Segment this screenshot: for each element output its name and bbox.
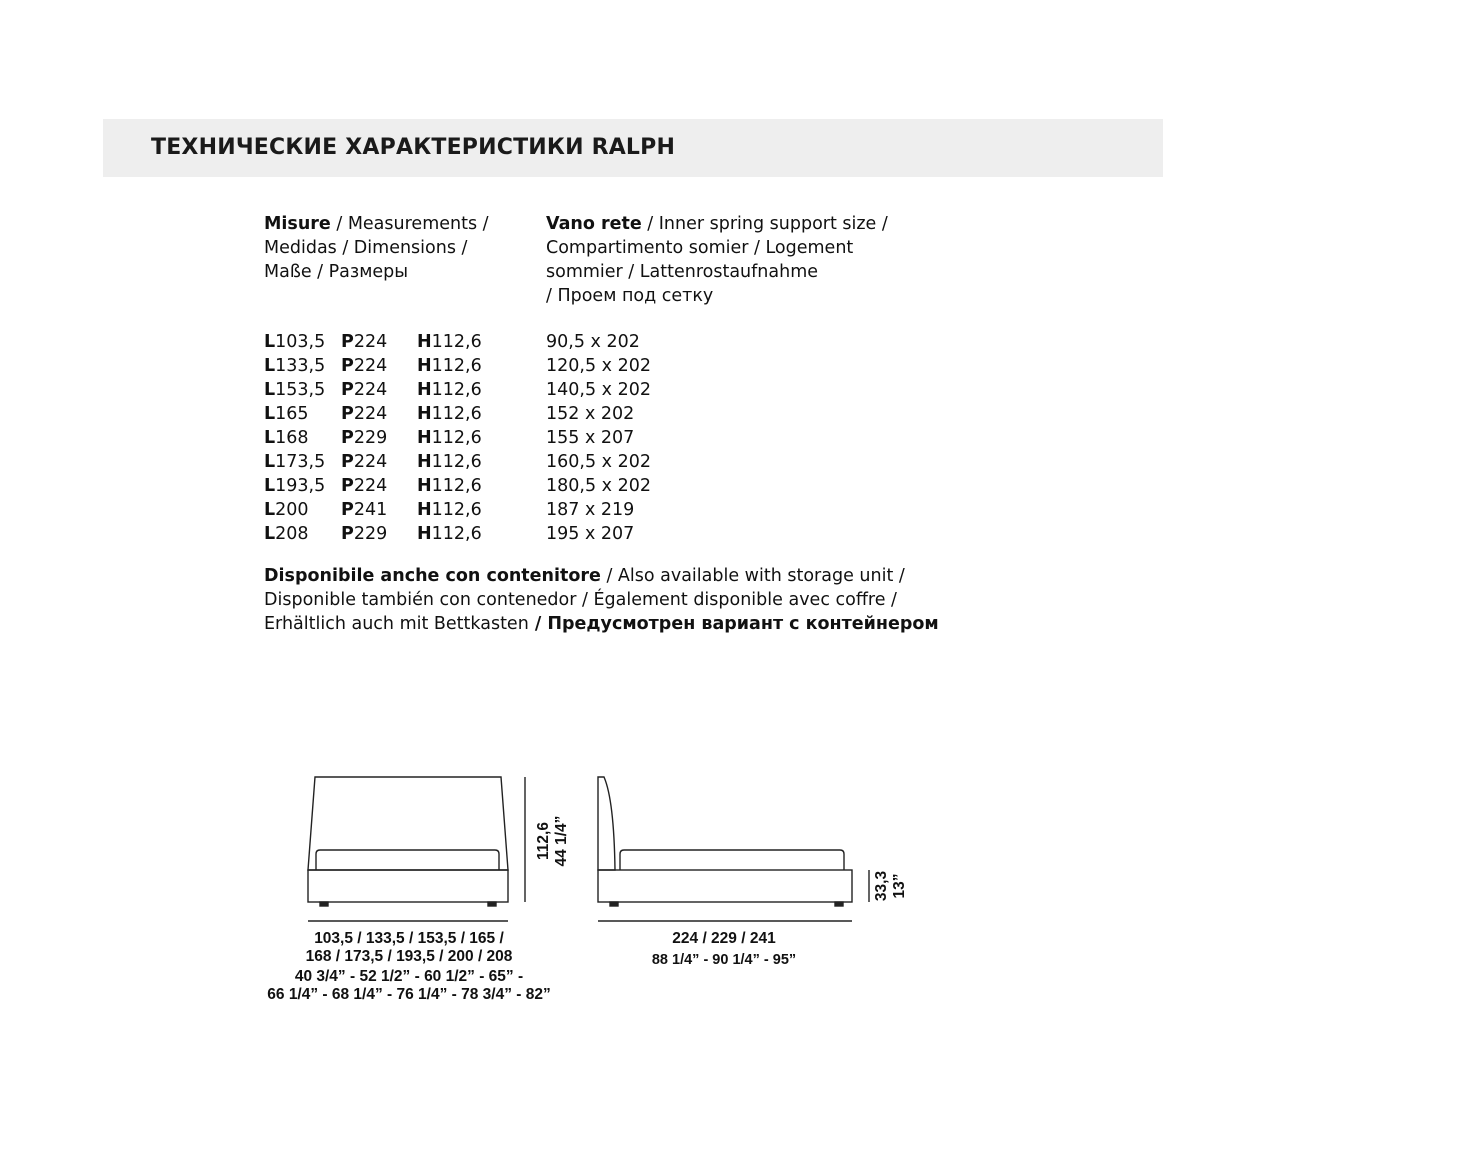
- front-foot-left: [320, 902, 328, 906]
- height-cell-value: 112,6: [431, 332, 482, 352]
- storage-bold: Disponibile anche con contenitore: [264, 566, 601, 586]
- spring-size-cell: 195 x 207: [546, 524, 635, 544]
- depth-cell-letter: P: [341, 524, 354, 544]
- length-cell-letter: L: [264, 476, 276, 496]
- spring-size-cell: 187 x 219: [546, 500, 635, 520]
- length-cell-value: 133,5: [275, 356, 326, 376]
- length-cell-value: 173,5: [275, 452, 326, 472]
- side-length-in: 88 1/4” - 90 1/4” - 95”: [651, 952, 797, 968]
- length-cell-letter: L: [264, 428, 276, 448]
- depth-cell-value: 224: [353, 476, 388, 496]
- length-cell-value: 193,5: [275, 476, 326, 496]
- length-cell-value: 165: [275, 404, 309, 424]
- measurements-header-line2: Medidas / Dimensions /: [264, 238, 468, 258]
- depth-cell-value: 229: [353, 428, 388, 448]
- front-base: [308, 870, 508, 902]
- length-cell-letter: L: [264, 452, 276, 472]
- side-length-cm: 224 / 229 / 241: [672, 930, 776, 947]
- side-view-drawing: [598, 777, 852, 906]
- front-foot-right: [488, 902, 496, 906]
- length-cell-letter: L: [264, 500, 276, 520]
- depth-cell-value: 224: [353, 404, 388, 424]
- depth-cell-value: 224: [353, 332, 388, 352]
- depth-cell-letter: P: [341, 332, 354, 352]
- spring-header-line2: Compartimento somier / Logement: [546, 238, 854, 258]
- length-cell-value: 200: [275, 500, 309, 520]
- length-cell-letter: L: [264, 404, 276, 424]
- depth-cell-value: 224: [353, 356, 388, 376]
- storage-line3-b: / Предусмотрен вариант с контейнером: [528, 614, 939, 634]
- side-foot-right: [835, 902, 843, 906]
- length-cell-letter: L: [264, 332, 276, 352]
- spring-header-line3: sommier / Lattenrostaufnahme: [546, 262, 819, 282]
- height-cell-value: 112,6: [431, 524, 482, 544]
- depth-cell-letter: P: [341, 404, 354, 424]
- depth-cell-letter: P: [341, 428, 354, 448]
- spring-size-cell: 120,5 x 202: [546, 356, 651, 376]
- depth-cell-letter: P: [341, 356, 354, 376]
- front-height-in: 44 1/4”: [553, 815, 570, 867]
- depth-cell-letter: P: [341, 476, 354, 496]
- depth-cell-letter: P: [341, 380, 354, 400]
- front-height-label: [535, 796, 571, 886]
- height-cell-letter: H: [417, 428, 432, 448]
- length-cell-value: 153,5: [275, 380, 326, 400]
- spring-size-cell: 140,5 x 202: [546, 380, 651, 400]
- height-cell-value: 112,6: [431, 404, 482, 424]
- side-headboard: [598, 777, 615, 870]
- side-base-height-label: [873, 861, 909, 911]
- front-width-cm-2: 168 / 173,5 / 193,5 / 200 / 208: [305, 948, 513, 965]
- front-view-drawing: [308, 777, 508, 906]
- front-width-in-2: 66 1/4” - 68 1/4” - 76 1/4” - 78 3/4” - 82”: [267, 986, 551, 1003]
- front-height-cm: 112,6: [535, 822, 552, 860]
- measurements-header-bold: Misure: [264, 214, 331, 234]
- front-width-in-1: 40 3/4” - 52 1/2” - 60 1/2” - 65” -: [294, 968, 524, 985]
- height-cell-value: 112,6: [431, 500, 482, 520]
- side-length-label: [596, 930, 852, 969]
- measurements-header-line3: Maße / Размеры: [264, 262, 409, 282]
- spring-size-cell: 160,5 x 202: [546, 452, 651, 472]
- depth-cell-letter: P: [341, 452, 354, 472]
- length-cell-value: 168: [275, 428, 309, 448]
- side-base-cm: 33,3: [873, 870, 890, 902]
- spring-size-cell: 90,5 x 202: [546, 332, 640, 352]
- front-width-label: [236, 930, 582, 966]
- height-cell-value: 112,6: [431, 476, 482, 496]
- spring-size-cell: 180,5 x 202: [546, 476, 651, 496]
- length-cell-letter: L: [264, 356, 276, 376]
- depth-cell-value: 224: [353, 452, 388, 472]
- height-cell-letter: H: [417, 524, 432, 544]
- front-mattress: [316, 850, 499, 870]
- height-cell-value: 112,6: [431, 452, 482, 472]
- height-cell-value: 112,6: [431, 428, 482, 448]
- length-cell-letter: L: [264, 380, 276, 400]
- measurements-header-line1-rest: / Measurements /: [330, 214, 489, 234]
- length-cell-value: 103,5: [275, 332, 326, 352]
- spring-size-cell: 152 x 202: [546, 404, 635, 424]
- height-cell-letter: H: [417, 356, 432, 376]
- height-cell-letter: H: [417, 500, 432, 520]
- front-width-in-label: [236, 968, 582, 1004]
- height-cell-value: 112,6: [431, 356, 482, 376]
- height-cell-letter: H: [417, 380, 432, 400]
- side-mattress: [620, 850, 844, 870]
- side-base: [598, 870, 852, 902]
- storage-line1-rest: / Also available with storage unit /: [600, 566, 905, 586]
- height-cell-letter: H: [417, 332, 432, 352]
- front-headboard: [308, 777, 508, 870]
- spring-header-line1-rest: / Inner spring support size /: [641, 214, 888, 234]
- side-foot-left: [610, 902, 618, 906]
- depth-cell-value: 241: [353, 500, 388, 520]
- spring-size-cell: 155 x 207: [546, 428, 635, 448]
- height-cell-letter: H: [417, 404, 432, 424]
- height-cell-value: 112,6: [431, 380, 482, 400]
- depth-cell-letter: P: [341, 500, 354, 520]
- spring-header-bold: Vano rete: [546, 214, 642, 234]
- storage-line2: Disponible también con contenedor / Également disponible avec coffre /: [264, 590, 897, 610]
- length-cell-value: 208: [275, 524, 309, 544]
- depth-cell-value: 224: [353, 380, 388, 400]
- height-cell-letter: H: [417, 452, 432, 472]
- spring-header-line4: / Проем под сетку: [546, 286, 714, 306]
- height-cell-letter: H: [417, 476, 432, 496]
- length-cell-letter: L: [264, 524, 276, 544]
- side-base-in: 13”: [891, 873, 908, 899]
- page-title: ТЕХНИЧЕСКИЕ ХАРАКТЕРИСТИКИ RALPH: [151, 135, 676, 160]
- depth-cell-value: 229: [353, 524, 388, 544]
- front-width-cm-1: 103,5 / 133,5 / 153,5 / 165 /: [314, 930, 504, 947]
- storage-line3-a: Erhältlich auch mit Bettkasten: [264, 614, 529, 634]
